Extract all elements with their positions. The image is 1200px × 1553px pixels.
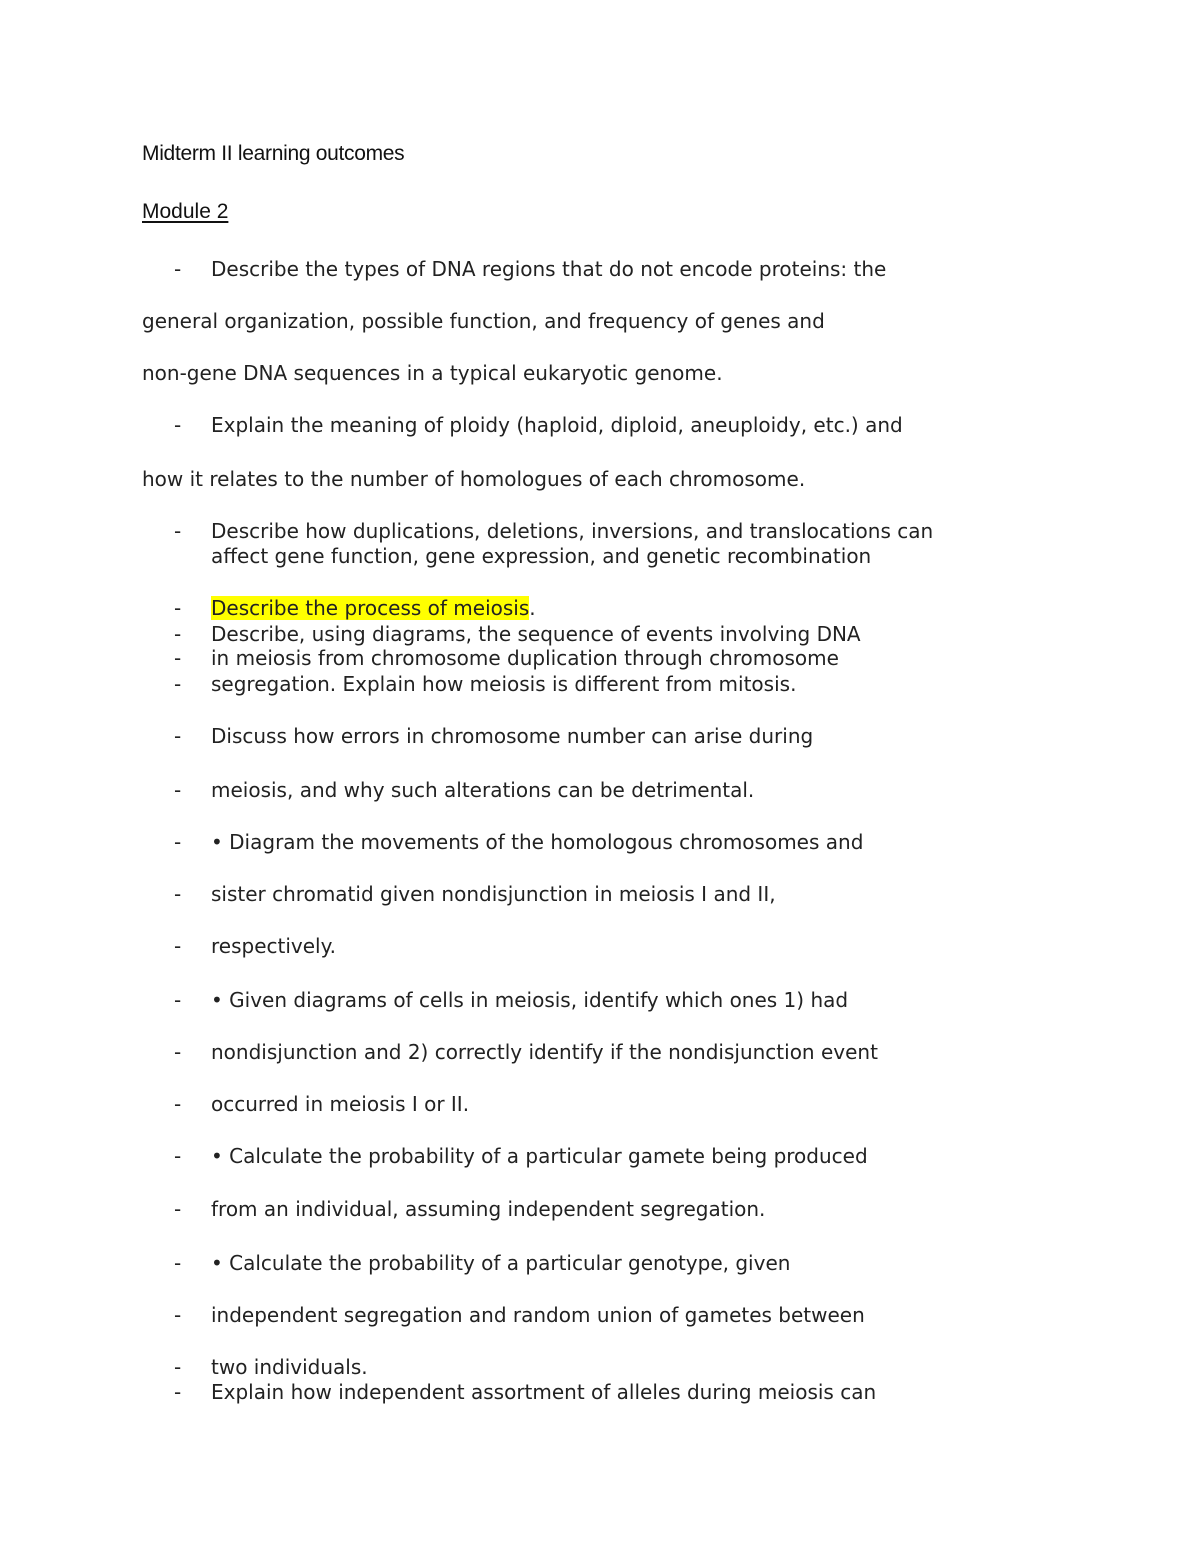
bullet-dash: - — [174, 1144, 182, 1168]
highlighted-text: Describe the process of meiosis — [211, 596, 530, 620]
outcome-line: Explain how independent assortment of alleles during meiosis can — [211, 1380, 877, 1404]
outcome-line: occurred in meiosis I or II. — [211, 1092, 470, 1116]
outcome-line: two individuals. — [211, 1355, 368, 1379]
bullet-dash: - — [174, 1355, 182, 1379]
bullet-dash: - — [174, 882, 182, 906]
outcome-line: respectively. — [211, 934, 336, 958]
bullet-dash: - — [174, 646, 182, 670]
bullet-dash: - — [174, 724, 182, 748]
outcome-line: non-gene DNA sequences in a typical eukaryotic genome. — [142, 361, 723, 385]
module-heading: Module 2 — [142, 200, 229, 223]
outcome-line: Describe the types of DNA regions that do not encode proteins: the — [211, 257, 887, 281]
bullet-dash: - — [174, 1303, 182, 1327]
bullet-dash: - — [174, 1040, 182, 1064]
outcome-line: affect gene function, gene expression, and genetic recombination — [211, 544, 872, 568]
outcome-line: Describe how duplications, deletions, inversions, and translocations can — [211, 519, 934, 543]
outcome-line: general organization, possible function, and frequency of genes and — [142, 309, 825, 333]
outcome-line: in meiosis from chromosome duplication through chromosome — [211, 646, 839, 670]
outcome-line: Explain the meaning of ploidy (haploid, diploid, aneuploidy, etc.) and — [211, 413, 903, 437]
outcome-line: Describe, using diagrams, the sequence of events involving DNA — [211, 622, 861, 646]
outcome-line: from an individual, assuming independent segregation. — [211, 1197, 766, 1221]
bullet-dash: - — [174, 257, 182, 281]
outcome-line: how it relates to the number of homologues of each chromosome. — [142, 467, 806, 491]
bullet-dash: - — [174, 934, 182, 958]
outcome-line: nondisjunction and 2) correctly identify if the nondisjunction event — [211, 1040, 878, 1064]
outcome-line: segregation. Explain how meiosis is different from mitosis. — [211, 672, 797, 696]
bullet-dash: - — [174, 1197, 182, 1221]
bullet-dash: - — [174, 519, 182, 543]
bullet-dash: - — [174, 830, 182, 854]
outcome-line-suffix: . — [529, 596, 536, 620]
bullet-dash: - — [174, 1092, 182, 1116]
bullet-dash: - — [174, 1380, 182, 1404]
outcome-line: • Diagram the movements of the homologous chromosomes and — [211, 830, 864, 854]
bullet-dash: - — [174, 413, 182, 437]
outcome-line: Discuss how errors in chromosome number can arise during — [211, 724, 814, 748]
outcome-line: independent segregation and random union of gametes between — [211, 1303, 865, 1327]
outcome-line: • Calculate the probability of a particular genotype, given — [211, 1251, 791, 1275]
bullet-dash: - — [174, 672, 182, 696]
bullet-dash: - — [174, 622, 182, 646]
bullet-dash: - — [174, 1251, 182, 1275]
bullet-dash: - — [174, 596, 182, 620]
outcome-line — [211, 595, 536, 621]
bullet-dash: - — [174, 988, 182, 1012]
bullet-dash: - — [174, 778, 182, 802]
outcome-line: • Given diagrams of cells in meiosis, identify which ones 1) had — [211, 988, 849, 1012]
outcome-line: • Calculate the probability of a particular gamete being produced — [211, 1144, 868, 1168]
document-title: Midterm II learning outcomes — [142, 142, 405, 165]
outcome-line: meiosis, and why such alterations can be detrimental. — [211, 778, 755, 802]
outcome-line: sister chromatid given nondisjunction in meiosis I and II, — [211, 882, 776, 906]
